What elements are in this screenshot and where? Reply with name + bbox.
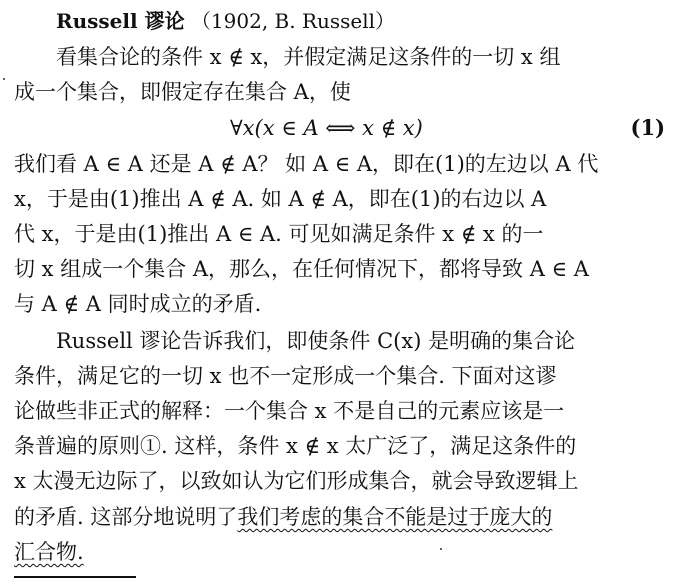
footnote-divider xyxy=(14,576,136,578)
formula-expression: ∀x(x ∈ A ⟺ x ∉ x) xyxy=(230,116,423,140)
paragraph-line xyxy=(0,535,683,569)
paragraph-line: x，于是由(1)推出 A ∉ A. 如 A ∉ A，即在(1)的右边以 A xyxy=(14,187,547,211)
heading-source: （1902, B. Russell） xyxy=(190,9,396,33)
paragraph-line: Russell 谬论告诉我们，即使条件 C(x) 是明确的集合论 xyxy=(56,329,576,353)
paragraph-line xyxy=(0,500,683,534)
paragraph-line: 条件，满足它的一切 x 也不一定形成一个集合. 下面对这谬 xyxy=(14,364,557,388)
scan-speck xyxy=(3,78,5,80)
underlined-phrase-end: 汇合物. xyxy=(14,540,84,564)
paragraph-line: 切 x 组成一个集合 A，那么，在任何情况下，都将导致 A ∈ A xyxy=(14,257,589,281)
paragraph-line: x 太漫无边际了，以致如认为它们形成集合，就会导致逻辑上 xyxy=(14,469,579,493)
paragraph-line: 条普遍的原则①. 这样，条件 x ∉ x 太广泛了，满足这条件的 xyxy=(14,434,577,458)
paragraph-line: 代 x，于是由(1)推出 A ∈ A. 可见如满足条件 x ∉ x 的一 xyxy=(14,222,544,246)
paragraph-text: 的矛盾. 这部分地说明了 xyxy=(14,505,238,529)
paragraph-line: 看集合论的条件 x ∉ x，并假定满足这条件的一切 x 组 xyxy=(56,45,561,69)
equation-number: (1) xyxy=(630,115,665,140)
paragraph-line: 论做些非正式的解释：一个集合 x 不是自己的元素应该是一 xyxy=(14,399,565,423)
heading-name: Russell 谬论 xyxy=(56,9,185,33)
paragraph-line: 成一个集合，即假定存在集合 A，使 xyxy=(14,80,351,104)
formula-row xyxy=(0,111,683,145)
underlined-phrase: 我们考虑的集合不能是过于庞大的 xyxy=(237,505,553,529)
scan-speck xyxy=(440,548,442,550)
paragraph-line: 与 A ∉ A 同时成立的矛盾. xyxy=(14,292,262,316)
section-heading xyxy=(56,4,683,38)
paragraph-line: 我们看 A ∈ A 还是 A ∉ A？ 如 A ∈ A，即在(1)的左边以 A 代 xyxy=(14,152,599,176)
